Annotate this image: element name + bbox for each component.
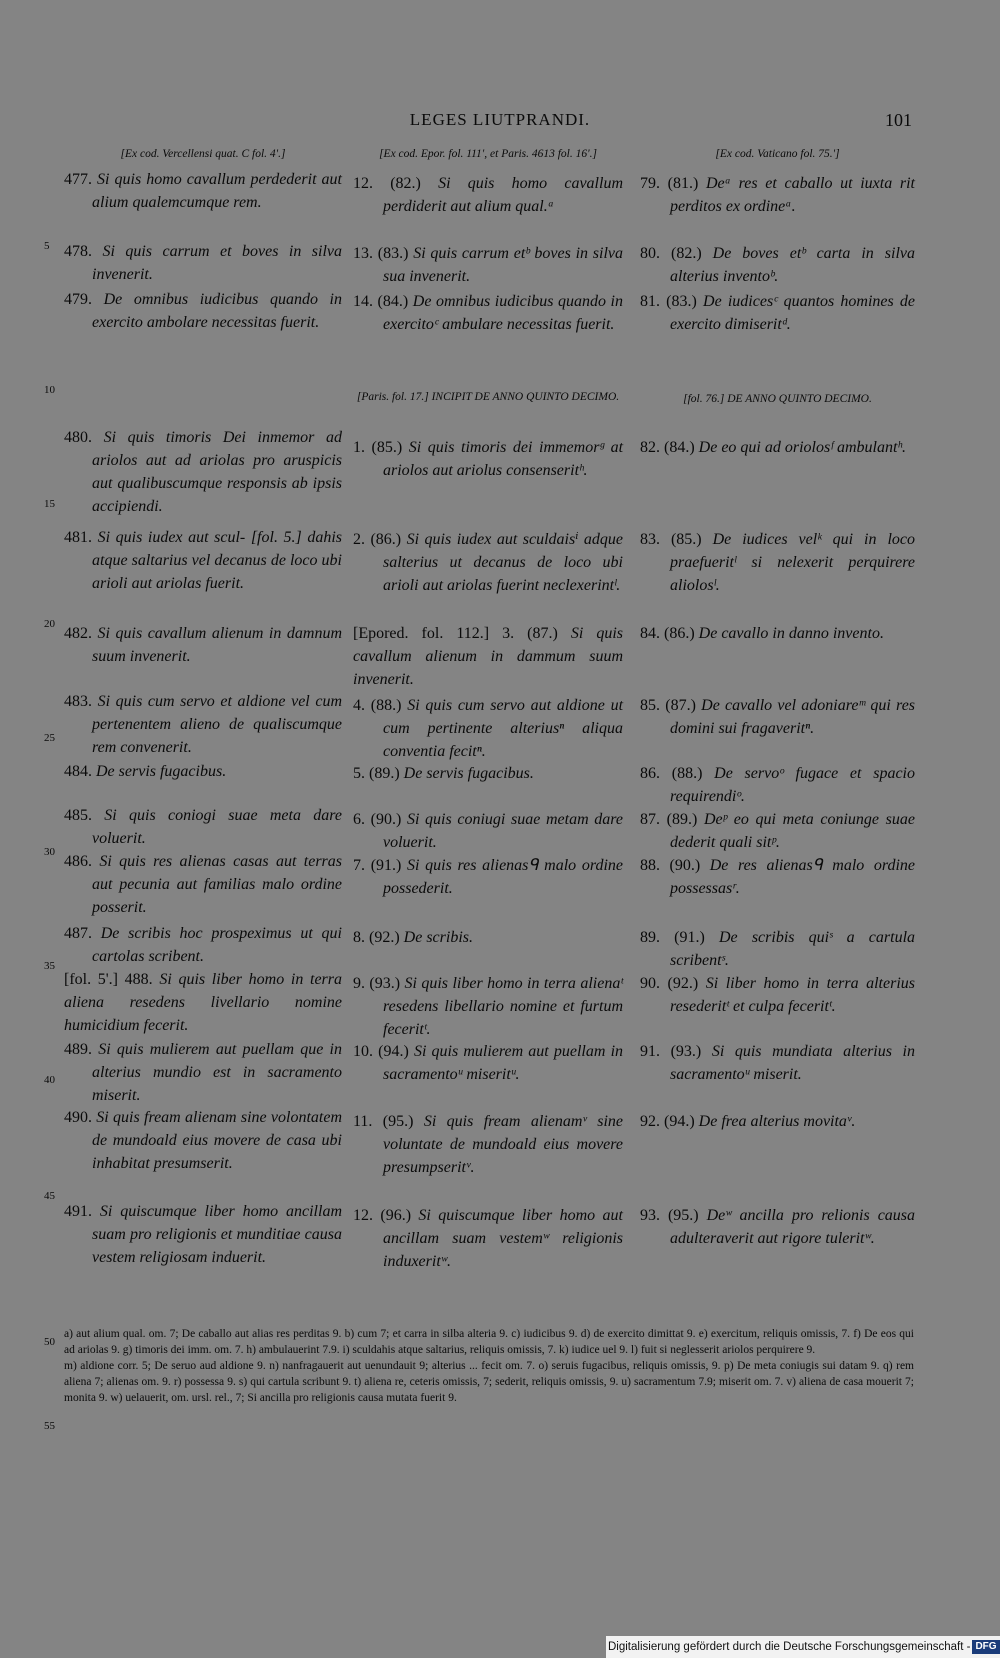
entry: 85. (87.) De cavallo vel adoniareᵐ qui res domini sui fragaveritⁿ.: [640, 697, 916, 737]
source-note: [Ex cod. Vercellensi quat. C fol. 4'.]: [120, 148, 286, 160]
digitization-credit: [606, 1636, 1000, 1658]
entry: 13. (83.) Si quis carrum etᵇ boves in silva sua invenerit.: [353, 245, 624, 285]
entry: 8. (92.) De scribis.: [353, 929, 473, 946]
entry: 88. (90.) De res alienasᑫ malo ordine possessasʳ.: [640, 857, 915, 897]
line-number: 45: [44, 1190, 55, 1202]
source-note: [Ex cod. Epor. fol. 111', et Paris. 4613 fol. 16'.]: [379, 148, 597, 160]
entry: 490. Si quis fream alienam sine volontatem de mundoald eius movere de casa ubi inhabitat presumserit.: [64, 1109, 343, 1172]
entry: 482. Si quis cavallum alienum in damnum suum invenerit.: [64, 625, 343, 665]
page-number: 101: [885, 110, 912, 130]
source-note: [Ex cod. Vaticano fol. 75.']: [715, 148, 840, 160]
entry: 11. (95.) Si quis fream alienamᵛ sine voluntate de mundoald eius movere presumpseritᵛ.: [353, 1113, 624, 1176]
entry: 81. (83.) De iudicesᶜ quantos homines de exercito dimiseritᵈ.: [640, 293, 916, 333]
entry: 485. Si quis coniogi suae meta dare voluerit.: [64, 807, 343, 847]
entry: 82. (84.) De eo qui ad oriolosᶠ ambulantʰ.: [640, 439, 906, 456]
entry: 5. (89.) De servis fugacibus.: [353, 765, 534, 782]
entry: 489. Si quis mulierem aut puellam que in alterius mundio est in sacramento miserit.: [64, 1041, 342, 1104]
entry: 10. (94.) Si quis mulierem aut puellam in sacramentoᵘ miseritᵘ.: [353, 1043, 624, 1083]
section-heading: [Paris. fol. 17.] INCIPIT DE ANNO QUINTO DECIMO.: [356, 391, 620, 403]
line-number: 50: [44, 1336, 55, 1348]
entry: 84. (86.) De cavallo in danno invento.: [640, 625, 884, 642]
entry: 83. (85.) De iudices velᵏ qui in loco praefueritˡ si nelexerit perquirere aliolosˡ.: [640, 531, 915, 594]
section-heading: [fol. 76.] DE ANNO QUINTO DECIMO.: [683, 393, 872, 405]
footnote-block: m) aldione corr. 5; De seruo aud aldione 9. n) nanfragauerit aut uenundauit 9; alterius ... fecit om. 7. o) seruis fugacibus, reliquis omissis, 9. p) De meta coniugis sui datam 9. q) rem aliena 7; alienas om. 9. r) possessa 9. s) qui cartula scribunt 9. t) aliena re, ceteris omissis, 7; sederit, reliquis omissis, 9. u) sacramentum 7.9; miserit om. 7. v) aliena de casa mouerit 7; monita 9. w) uelauerit, om. ursl. rel., 7; Si ancilla pro religionis causa mutata fuerit 9.: [64, 1360, 914, 1404]
entry: 483. Si quis cum servo et aldione vel cum pertenentem alieno de qualiscumque rem convenerit.: [64, 693, 342, 756]
column-eporediensis: [353, 148, 624, 1270]
entry: 481. Si quis iudex aut scul- [fol. 5.] dahis atque saltarius vel decanus de loco ubi arioli aut ariolas fuerit.: [64, 529, 343, 592]
entry: 487. De scribis hoc prospeximus ut qui cartolas scribent.: [64, 925, 343, 965]
entry: [Epored. fol. 112.] 3. (87.) Si quis cavallum alienum in dammum suum invenerit.: [353, 625, 623, 688]
line-number: 55: [44, 1420, 55, 1432]
entry: 87. (89.) Deᵖ eo qui meta coniunge suae dederit quali sitᵖ.: [640, 811, 916, 851]
entry: [fol. 5'.] 488. Si quis liber homo in terra aliena resedens livellario nomine humicidium fecerit.: [64, 971, 343, 1034]
entry: 14. (84.) De omnibus iudicibus quando in exercitoᶜ ambulare necessitas fuerit.: [353, 293, 624, 333]
entry: 80. (82.) De boves etᵇ carta in silva alterius inventoᵇ.: [640, 245, 916, 285]
column-vaticanus: [640, 148, 916, 1247]
credit-text: Digitalisierung gefördert durch die Deutsche Forschungsgemeinschaft -: [608, 1641, 971, 1653]
footnote-block: a) aut alium qual. om. 7; De caballo aut alias res perditas 9. b) cum 7; et carra in silba alteria 9. c) iudicibus 9. d) de exercito dimittat 9. e) exercitum, reliquis omissis, 7. f) De eos qui ad ariolas 9. g) timoris dei imm. om. 7. h) ambulauerint 7.9. i) sculdahis atque saltarius, reliquis omissis, 7. k) iudice uel 9. l) fuit si neglesserit ariolos perquirere 9.: [64, 1328, 914, 1356]
entry: 486. Si quis res alienas casas aut terras aut pecunia aut familias malo ordine posserit.: [64, 853, 342, 916]
line-number: 5: [44, 240, 50, 252]
entry: 4. (88.) Si quis cum servo aut aldione ut cum pertinente alteriusⁿ aliqua conventia fecitⁿ.: [353, 697, 624, 760]
entry: 479. De omnibus iudicibus quando in exercito ambolare necessitas fuerit.: [64, 291, 343, 331]
line-number: 30: [44, 846, 55, 858]
entry: 480. Si quis timoris Dei inmemor ad ariolos aut ad ariolas pro aruspicis aut qualibuscumque responsis ab ipsis accipiendi.: [64, 429, 342, 515]
column-vercellensis: [64, 148, 343, 1266]
line-number: 15: [44, 498, 55, 510]
entry: 1. (85.) Si quis timoris dei immemorᵍ at ariolos aut ariolus consenseritʰ.: [353, 439, 624, 479]
entry: 491. Si quiscumque liber homo ancillam suam pro religionis et munditiae causa vestem religiosam induerit.: [64, 1203, 343, 1266]
line-number: 20: [44, 618, 55, 630]
entry: 92. (94.) De frea alterius movitaᵛ.: [640, 1113, 856, 1130]
entry: 477. Si quis homo cavallum perdederit aut alium qualemcumque rem.: [64, 171, 342, 211]
entry: 2. (86.) Si quis iudex aut sculdaisⁱ adque salterius ut decanus de loco ubi arioli aut ariolas fuerint neclexerintˡ.: [353, 531, 624, 594]
entry: 7. (91.) Si quis res alienasᑫ malo ordine possederit.: [353, 857, 623, 897]
footnotes: [64, 1326, 914, 1406]
entry: 478. Si quis carrum et boves in silva invenerit.: [64, 243, 342, 283]
entry: 90. (92.) Si liber homo in terra alterius resederitᵗ et culpa feceritᵗ.: [640, 975, 916, 1015]
line-number: 25: [44, 732, 55, 744]
entry: 12. (82.) Si quis homo cavallum perdiderit aut alium qual.ᵃ: [353, 175, 623, 215]
entry: 91. (93.) Si quis mundiata alterius in sacramentoᵘ miserit.: [640, 1043, 916, 1083]
line-number: 35: [44, 960, 55, 972]
line-number: 10: [44, 384, 55, 396]
entry: 9. (93.) Si quis liber homo in terra alienaᵗ resedens libellario nomine et furtum feceritᵗ.: [353, 975, 624, 1038]
entry: 86. (88.) De servoᵒ fugace et spacio requirendiᵒ.: [640, 765, 915, 805]
entry: 79. (81.) Deᵃ res et caballo ut iuxta rit perditos ex ordineᵃ.: [640, 175, 915, 215]
line-number: 40: [44, 1074, 55, 1086]
entry: 12. (96.) Si quiscumque liber homo aut ancillam suam vestemʷ religionis induxeritʷ.: [353, 1207, 623, 1270]
entry: 6. (90.) Si quis coniugi suae metam dare voluerit.: [353, 811, 624, 851]
entry: 89. (91.) De scribis quiˢ a cartula scribentˢ.: [640, 929, 916, 969]
page-title: LEGES LIUTPRANDI.: [409, 110, 591, 129]
entry: 484. De servis fugacibus.: [64, 763, 227, 780]
dfg-logo-icon: DFG: [972, 1640, 999, 1654]
entry: 93. (95.) Deʷ ancilla pro relionis causa adulteraverit aut rigore tuleritʷ.: [640, 1207, 916, 1247]
